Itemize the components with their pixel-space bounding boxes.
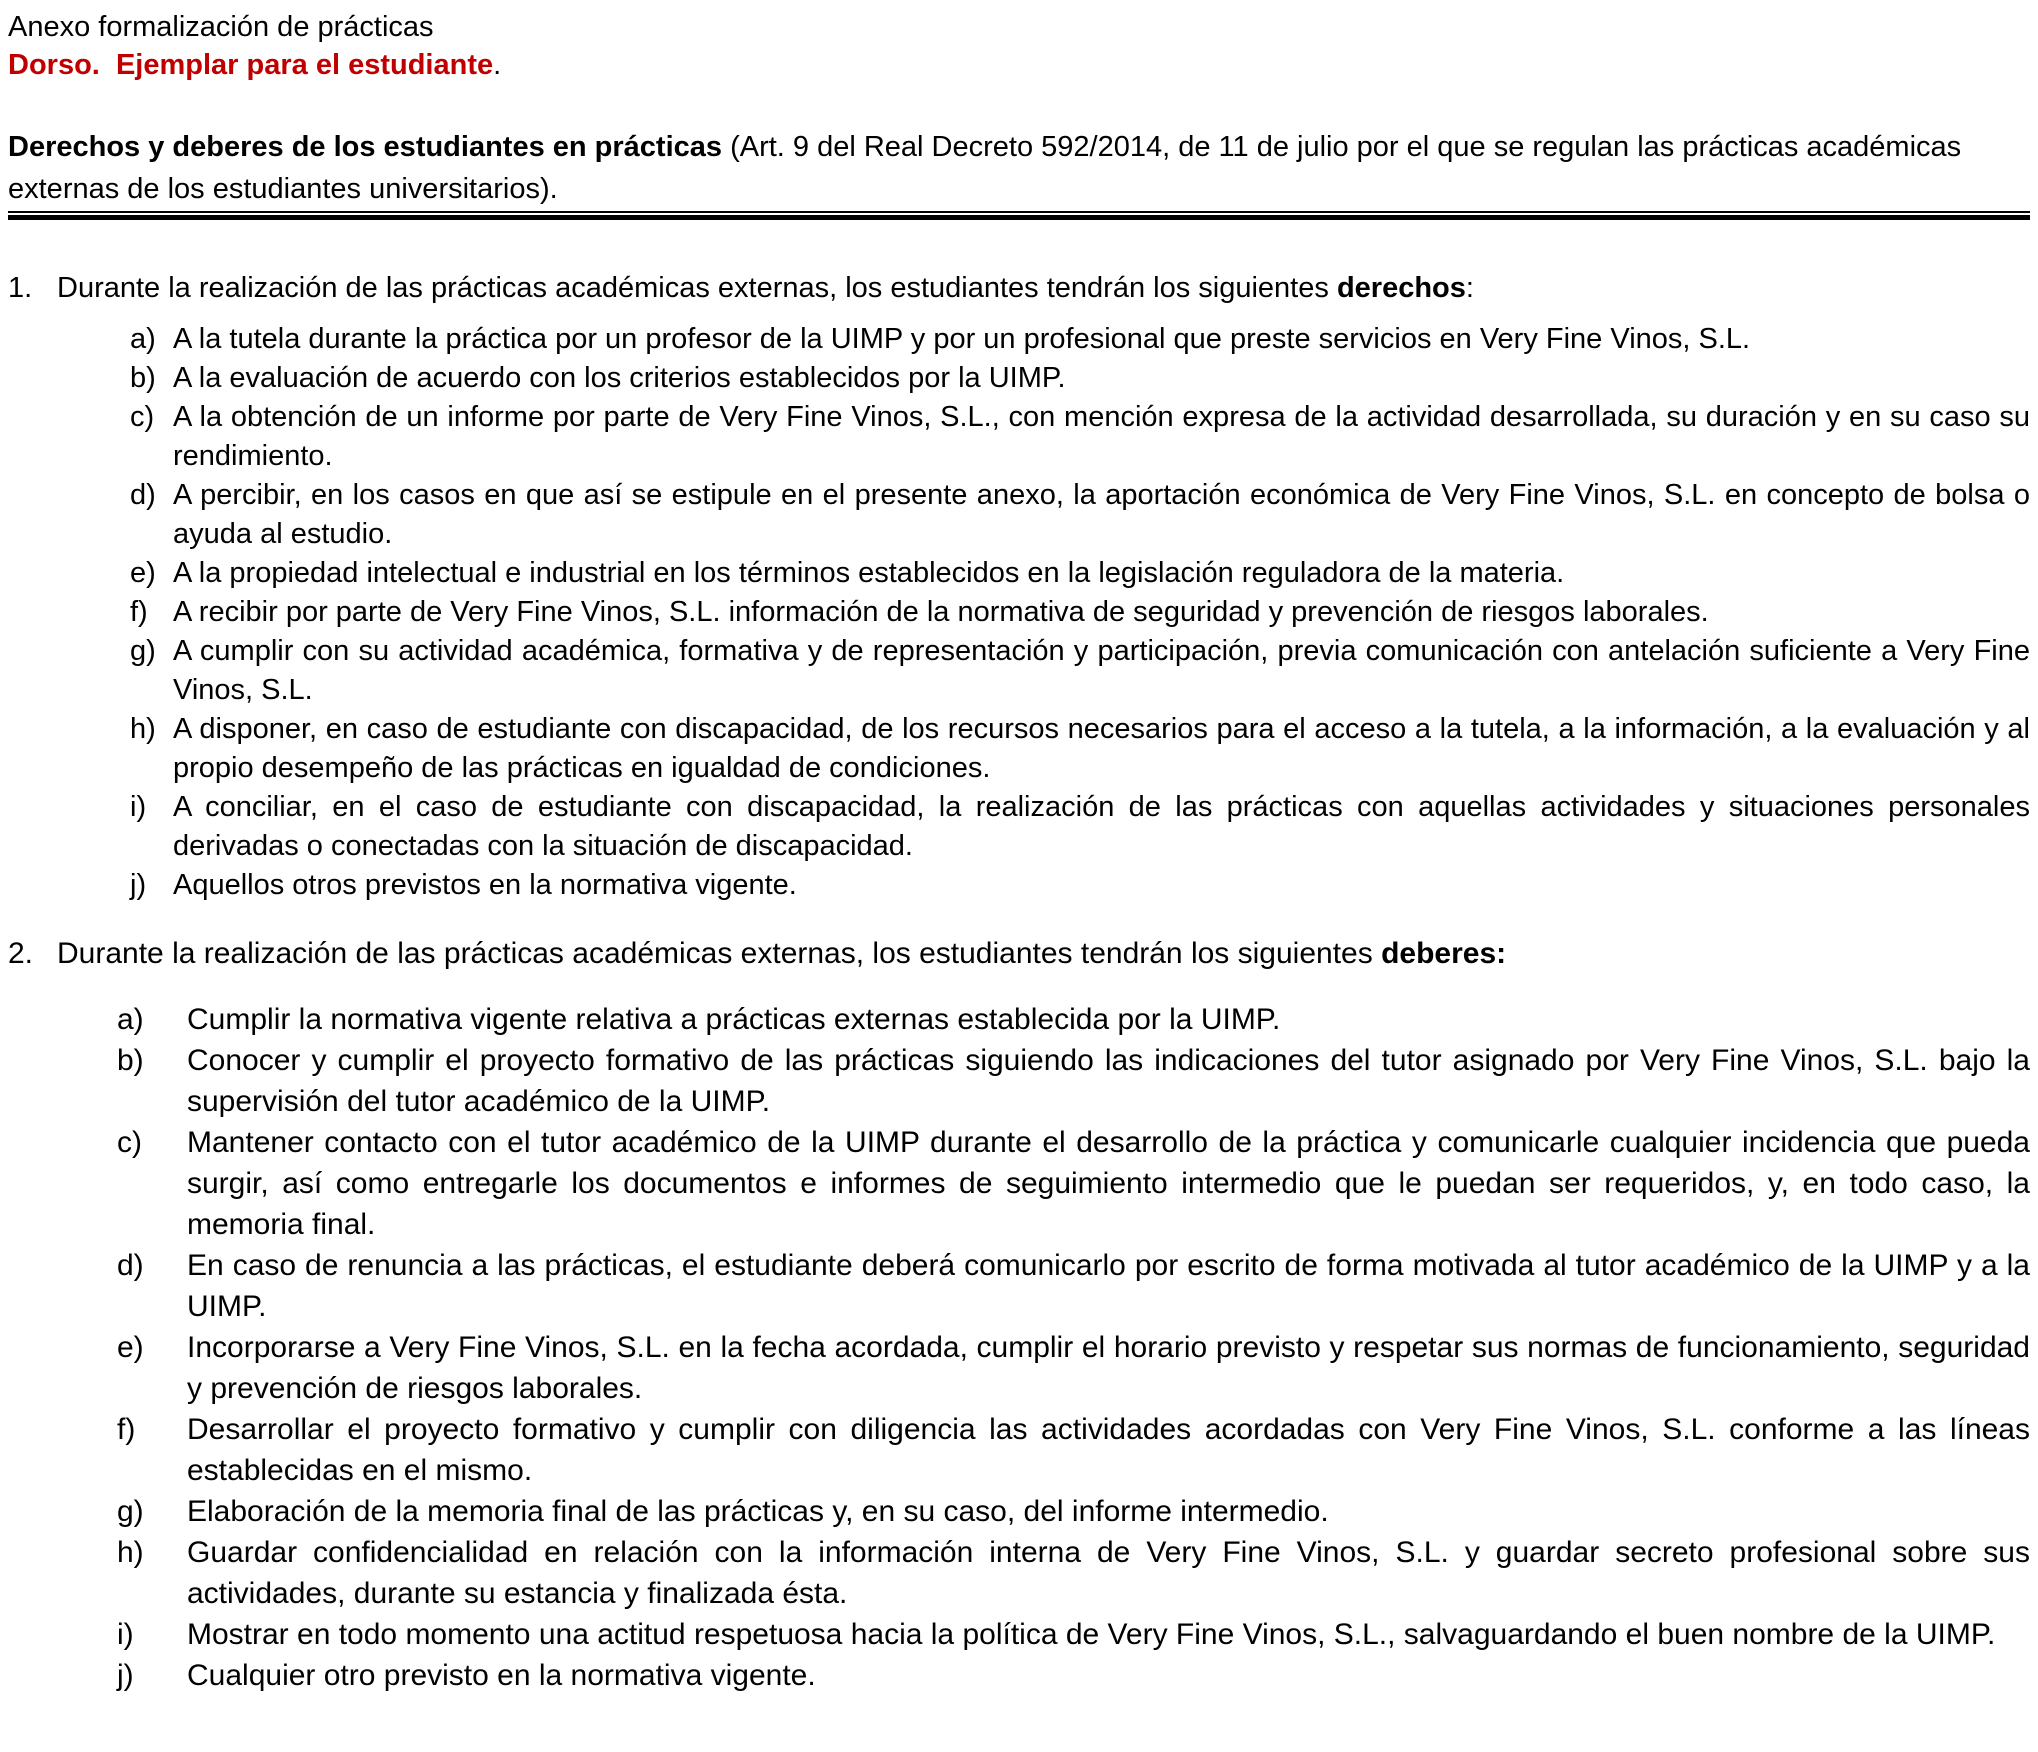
list-item	[8, 398, 2030, 476]
section-derechos-list	[8, 320, 2030, 905]
list-item-marker: g)	[130, 635, 156, 667]
list-item	[8, 632, 2030, 710]
section-derechos	[8, 268, 2030, 905]
list-item-text: Desarrollar el proyecto formativo y cumplir con diligencia las actividades acordadas con Very Fine Vinos, S.L. conforme a las líneas establecidas en el mismo.	[187, 1413, 2030, 1487]
list-item-text: A disponer, en caso de estudiante con discapacidad, de los recursos necesarios para el acceso a la tutela, a la información, a la evaluación y al propio desempeño de las prácticas en igualdad de condiciones.	[173, 713, 2030, 784]
list-item-marker: c)	[130, 401, 155, 433]
list-item-marker: b)	[117, 1044, 144, 1077]
intro-bold-text: Derechos y deberes de los estudiantes en prácticas	[8, 131, 723, 163]
list-item-text: Aquellos otros previstos en la normativa vigente.	[173, 869, 797, 901]
list-item	[8, 320, 2030, 359]
list-item-text: A la evaluación de acuerdo con los criterios establecidos por la UIMP.	[173, 362, 1066, 394]
section-derechos-lead: Durante la realización de las prácticas académicas externas, los estudiantes tendrán los siguientes	[57, 272, 1337, 304]
list-item-marker: d)	[130, 479, 156, 511]
list-item	[8, 788, 2030, 866]
list-item-marker: e)	[130, 557, 156, 589]
section-derechos-lead-bold: derechos	[1336, 272, 1466, 304]
list-item-text: Cumplir la normativa vigente relativa a prácticas externas establecida por la UIMP.	[187, 1003, 1281, 1036]
list-item-marker: g)	[117, 1495, 144, 1528]
list-item-marker: h)	[130, 713, 156, 745]
list-item	[8, 1532, 2030, 1614]
list-item	[8, 1040, 2030, 1122]
list-item	[8, 359, 2030, 398]
list-item	[8, 710, 2030, 788]
list-item	[8, 1122, 2030, 1245]
list-item	[8, 1614, 2030, 1655]
list-item	[8, 554, 2030, 593]
list-item-text: Incorporarse a Very Fine Vinos, S.L. en la fecha acordada, cumplir el horario previsto y respetar sus normas de funcionamiento, seguridad y prevención de riesgos laborales.	[187, 1331, 2030, 1405]
list-item-text: En caso de renuncia a las prácticas, el estudiante deberá comunicarlo por escrito de forma motivada al tutor académico de la UIMP y a la UIMP.	[187, 1249, 2030, 1323]
list-item-marker: f)	[117, 1413, 136, 1446]
list-item-marker: e)	[117, 1331, 144, 1364]
intro-regular-text: (Art. 9 del Real Decreto 592/2014, de 11 de julio por el que se regulan las prácticas académicas externas de los estudiantes universitarios).	[8, 131, 1962, 205]
list-item-marker: c)	[117, 1126, 142, 1159]
list-item-marker: h)	[117, 1536, 144, 1569]
section-deberes-heading	[8, 933, 2030, 975]
document-subtitle-period: .	[493, 49, 502, 81]
list-item-text: A conciliar, en el caso de estudiante con discapacidad, la realización de las prácticas con aquellas actividades y situaciones personales derivadas o conectadas con la situación de discapacidad.	[173, 791, 2030, 862]
list-item-marker: j)	[117, 1659, 134, 1692]
horizontal-rule	[8, 211, 2030, 220]
section-derechos-number: 1.	[8, 272, 33, 304]
list-item-text: A percibir, en los casos en que así se estipule en el presente anexo, la aportación económica de Very Fine Vinos, S.L. en concepto de bolsa o ayuda al estudio.	[173, 479, 2030, 550]
section-deberes-number: 2.	[8, 937, 34, 970]
document-subtitle-red-text: Dorso. Ejemplar para el estudiante	[8, 49, 494, 81]
list-item-text: A la obtención de un informe por parte de Very Fine Vinos, S.L., con mención expresa de la actividad desarrollada, su duración y en su caso su rendimiento.	[173, 401, 2030, 472]
list-item	[8, 999, 2030, 1040]
list-item	[8, 1491, 2030, 1532]
document-title: Anexo formalización de prácticas	[8, 11, 434, 43]
list-item-marker: i)	[117, 1618, 134, 1651]
list-item-marker: a)	[130, 323, 156, 355]
list-item-marker: f)	[130, 596, 148, 628]
list-item-text: A la propiedad intelectual e industrial en los términos establecidos en la legislación reguladora de la materia.	[173, 557, 1565, 589]
list-item-text: Mantener contacto con el tutor académico de la UIMP durante el desarrollo de la práctica y comunicarle cualquier incidencia que pueda surgir, así como entregarle los documentos e informes de seguimiento intermedio que le puedan ser requeridos, y, en todo caso, la memoria final.	[187, 1126, 2030, 1241]
list-item-text: A cumplir con su actividad académica, formativa y de representación y participación, previa comunicación con antelación suficiente a Very Fine Vinos, S.L.	[173, 635, 2030, 706]
list-item	[8, 476, 2030, 554]
list-item	[8, 1409, 2030, 1491]
list-item-marker: a)	[117, 1003, 144, 1036]
list-item-text: A recibir por parte de Very Fine Vinos, S.L. información de la normativa de seguridad y prevención de riesgos laborales.	[173, 596, 1709, 628]
section-deberes-lead: Durante la realización de las prácticas académicas externas, los estudiantes tendrán los siguientes	[57, 937, 1382, 970]
list-item-marker: d)	[117, 1249, 144, 1282]
list-item-marker: i)	[130, 791, 147, 823]
list-item-text: A la tutela durante la práctica por un profesor de la UIMP y por un profesional que preste servicios en Very Fine Vinos, S.L.	[173, 323, 1751, 355]
list-item-text: Cualquier otro previsto en la normativa vigente.	[187, 1659, 816, 1692]
document-subtitle	[8, 46, 2030, 84]
list-item	[8, 866, 2030, 905]
section-derechos-lead-after: :	[1465, 272, 1474, 304]
list-item	[8, 1245, 2030, 1327]
list-item	[8, 1655, 2030, 1696]
list-item	[8, 1327, 2030, 1409]
intro-paragraph	[8, 126, 1998, 210]
list-item	[8, 593, 2030, 632]
list-item-text: Conocer y cumplir el proyecto formativo de las prácticas siguiendo las indicaciones del tutor asignado por Very Fine Vinos, S.L. bajo la supervisión del tutor académico de la UIMP.	[187, 1044, 2030, 1118]
list-item-marker: b)	[130, 362, 156, 394]
list-item-marker: j)	[130, 869, 147, 901]
list-item-text: Mostrar en todo momento una actitud respetuosa hacia la política de Very Fine Vinos, S.L., salvaguardando el buen nombre de la UIMP.	[187, 1618, 1996, 1651]
section-deberes-lead-bold: deberes:	[1381, 937, 1507, 970]
list-item-text: Elaboración de la memoria final de las prácticas y, en su caso, del informe intermedio.	[187, 1495, 1329, 1528]
section-derechos-heading	[8, 268, 2030, 308]
section-deberes-list	[8, 999, 2030, 1696]
list-item-text: Guardar confidencialidad en relación con la información interna de Very Fine Vinos, S.L. y guardar secreto profesional sobre sus actividades, durante su estancia y finalizada ésta.	[187, 1536, 2030, 1610]
section-deberes	[8, 933, 2030, 1696]
